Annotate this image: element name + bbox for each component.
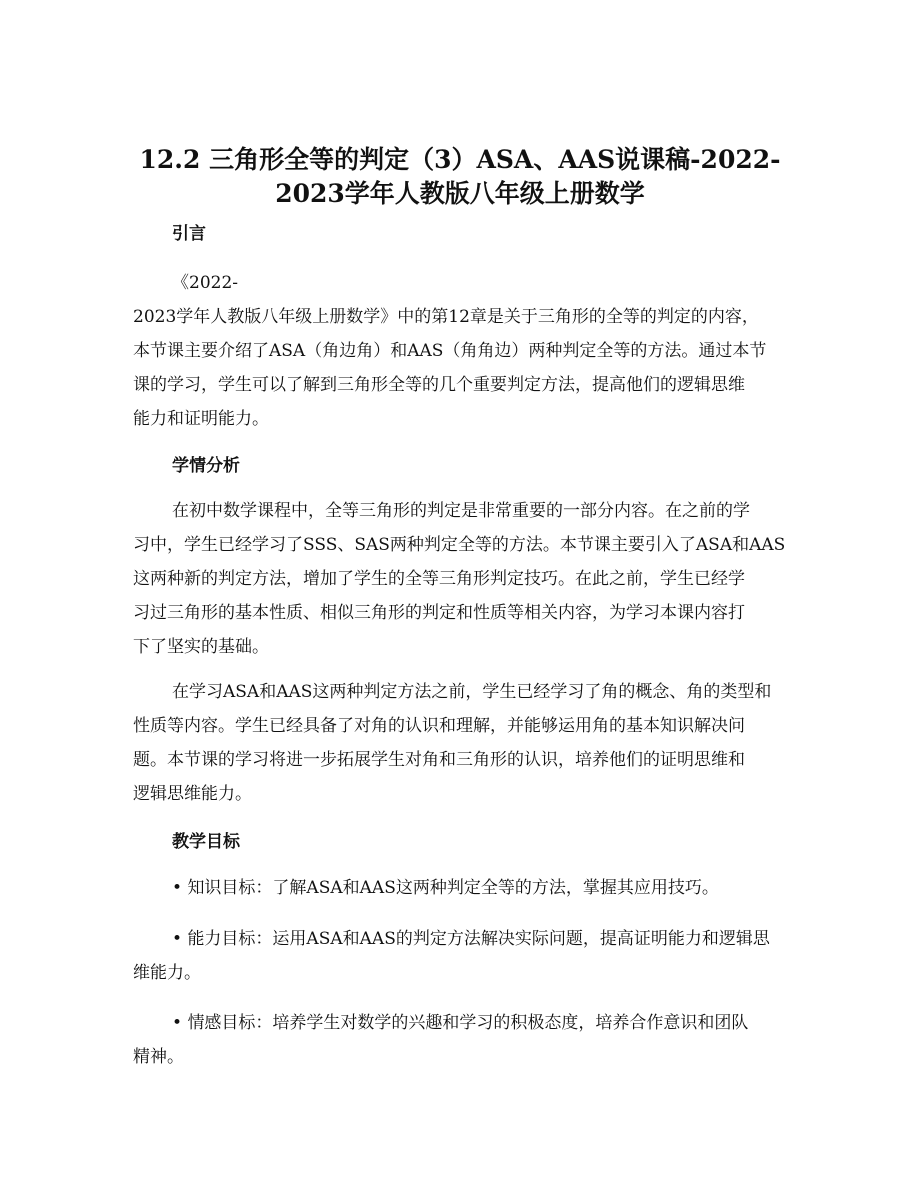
title-line-2: 2023学年人教版八年级上册数学	[275, 179, 645, 208]
intro-line: 2023学年人教版八年级上册数学》中的第12章是关于三角形的全等的判定的内容，	[133, 307, 759, 327]
bullet-icon: •	[172, 1013, 183, 1033]
bullet-icon: •	[172, 929, 183, 949]
analysis-line: 在初中数学课程中，全等三角形的判定是非常重要的一部分内容。在之前的学	[172, 501, 750, 521]
analysis-line: 题。本节课的学习将进一步拓展学生对角和三角形的认识，培养他们的证明思维和	[133, 750, 745, 770]
goal-text: 能力目标：运用ASA和AAS的判定方法解决实际问题，提高证明能力和逻辑思	[187, 929, 770, 949]
analysis-line: 性质等内容。学生已经具备了对角的认识和理解，并能够运用角的基本知识解决问	[133, 716, 745, 736]
bullet-icon: •	[172, 878, 183, 898]
analysis-line: 习过三角形的基本性质、相似三角形的判定和性质等相关内容，为学习本课内容打	[133, 603, 745, 623]
analysis-line: 习中，学生已经学习了SSS、SAS两种判定全等的方法。本节课主要引入了ASA和AAS	[133, 535, 786, 555]
goal-item-emotion	[133, 1006, 802, 1074]
goal-item-ability	[133, 922, 802, 990]
intro-line: 课的学习，学生可以了解到三角形全等的几个重要判定方法，提高他们的逻辑思维	[133, 375, 745, 395]
intro-paragraph	[133, 266, 793, 436]
analysis-paragraph-2	[133, 675, 793, 811]
analysis-line: 这两种新的判定方法，增加了学生的全等三角形判定技巧。在此之前，学生已经学	[133, 569, 745, 589]
heading-intro: 引言	[172, 224, 206, 244]
intro-line: 能力和证明能力。	[133, 409, 269, 429]
goal-text-continued: 精神。	[133, 1047, 184, 1067]
title-line-1: 12.2 三角形全等的判定（3）ASA、AAS说课稿-2022-	[139, 145, 781, 174]
analysis-paragraph-1	[133, 494, 793, 664]
goal-item-knowledge	[172, 871, 802, 905]
goal-text: 情感目标：培养学生对数学的兴趣和学习的积极态度，培养合作意识和团队	[187, 1013, 749, 1033]
analysis-line: 在学习ASA和AAS这两种判定方法之前，学生已经学习了角的概念、角的类型和	[172, 682, 772, 702]
analysis-line: 下了坚实的基础。	[133, 637, 269, 657]
intro-line: 本节课主要介绍了ASA（角边角）和AAS（角角边）两种判定全等的方法。通过本节	[133, 341, 767, 361]
goal-text-continued: 维能力。	[133, 963, 201, 983]
heading-analysis: 学情分析	[172, 456, 240, 476]
intro-line: 《2022-	[172, 273, 239, 293]
document-title	[120, 143, 800, 211]
goal-text: 知识目标：了解ASA和AAS这两种判定全等的方法，掌握其应用技巧。	[187, 878, 719, 898]
analysis-line: 逻辑思维能力。	[133, 784, 252, 804]
heading-goals: 教学目标	[172, 832, 240, 852]
